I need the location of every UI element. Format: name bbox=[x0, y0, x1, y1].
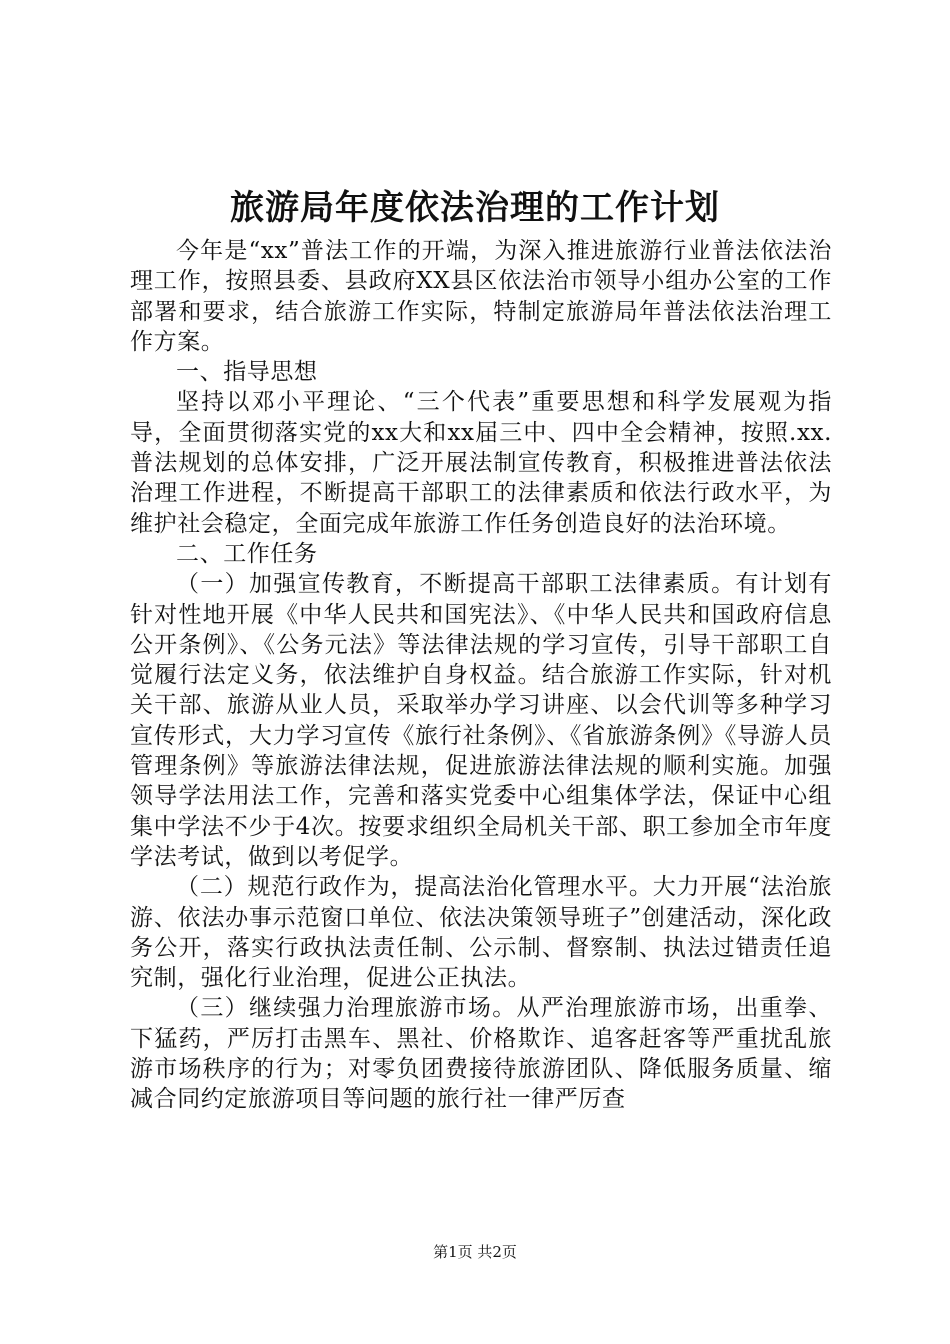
document-title: 旅游局年度依法治理的工作计划 bbox=[230, 188, 720, 228]
document-body bbox=[130, 236, 832, 1115]
page-footer: 第1页 共2页 bbox=[433, 1243, 517, 1261]
paragraph-task-2: （二）规范行政作为，提高法治化管理水平。大力开展“法治旅游、依法办事示范窗口单位、依法决策领导班子”创建活动，深化政务公开，落实行政执法责任制、公示制、督察制、执法过错责任追究制，强化行业治理，促进公正执法。 bbox=[130, 874, 832, 992]
paragraph-task-3: （三）继续强力治理旅游市场。从严治理旅游市场，出重拳、下猛药，严厉打击黑车、黑社、价格欺诈、追客赶客等严重扰乱旅游市场秩序的行为；对零负团费接待旅游团队、降低服务质量、缩减合同约定旅游项目等问题的旅行社一律严厉查 bbox=[130, 995, 832, 1113]
section-heading-tasks: 二、工作任务 bbox=[176, 540, 318, 567]
paragraph-guiding-thought: 坚持以邓小平理论、“三个代表”重要思想和科学发展观为指导，全面贯彻落实党的xx大和xx届三中、四中全会精神，按照.xx.普法规划的总体安排，广泛开展法制宣传教育，积极推进普法依法治理工作进程，不断提高干部职工的法律素质和依法行政水平，为维护社会稳定，全面完成年旅游工作任务创造良好的法治环境。 bbox=[130, 389, 832, 537]
paragraph-intro: 今年是“xx”普法工作的开端，为深入推进旅游行业普法依法治理工作，按照县委、县政府XX县区依法治市领导小组办公室的工作部署和要求，结合旅游工作实际，特制定旅游局年普法依法治理工作方案。 bbox=[130, 238, 832, 355]
section-heading-guiding-thought: 一、指导思想 bbox=[176, 359, 318, 386]
paragraph-task-1: （一）加强宣传教育，不断提高干部职工法律素质。有计划有针对性地开展《中华人民共和国宪法》、《中华人民共和国政府信息公开条例》、《公务元法》等法律法规的学习宣传，引导干部职工自觉履行法定义务，依法维护自身权益。结合旅游工作实际，针对机关干部、旅游从业人员，采取举办学习讲座、以会代训等多种学习宣传形式，大力学习宣传《旅行社条例》、《省旅游条例》《导游人员管理条例》等旅游法律法规，促进旅游法律法规的顺利实施。加强领导学法用法工作，完善和落实党委中心组集体学法，保证中心组集中学法不少于4次。按要求组织全局机关干部、职工参加全市年度学法考试，做到以考促学。 bbox=[130, 571, 832, 870]
